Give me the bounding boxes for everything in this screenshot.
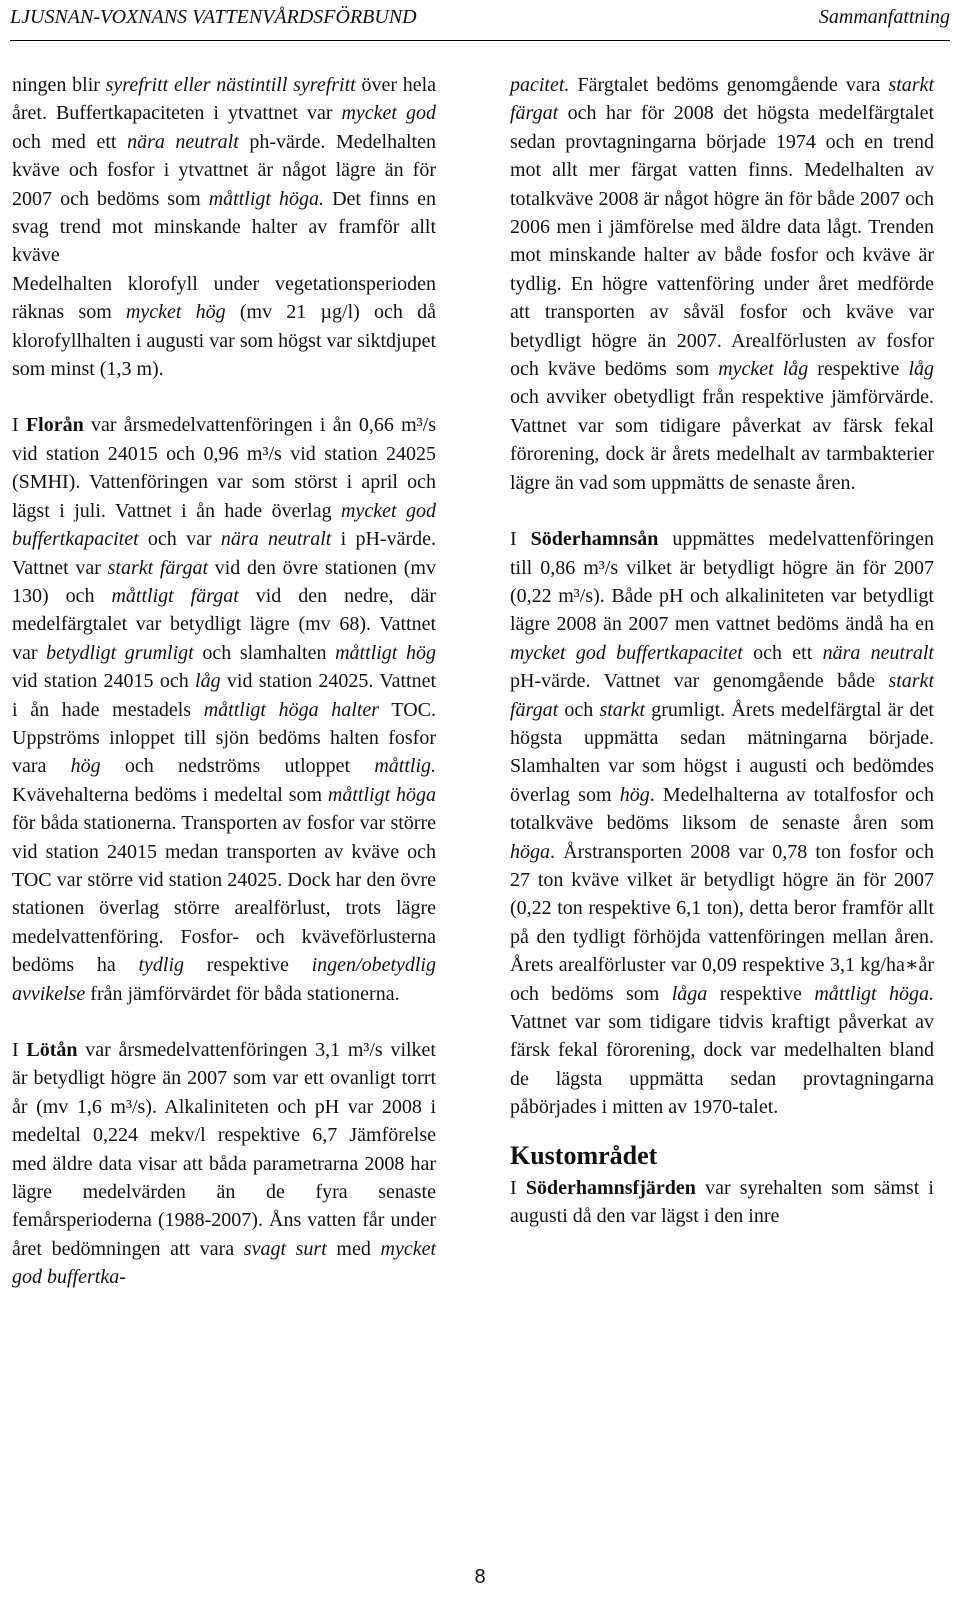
text-run: med: [326, 1237, 381, 1260]
text-run: för båda stationerna. Transporten av fosfor var större vid station 24015 medan transporten av kväve och TOC var större vid station 24025. Dock har den övre stationen överlag större arealförlust, trots lägre medelvattenföring. Fosfor- och kväveförlusterna bedöms ha: [12, 812, 436, 977]
left-column: [12, 71, 436, 1292]
italic-term: måttligt höga.: [208, 187, 325, 210]
text-run: respektive: [707, 982, 815, 1005]
italic-term: mycket god buffertkapacitet: [510, 641, 743, 664]
text-run: vid den nedre, där medelfärgtalet var betydligt lägre (mv 68). Vattnet var: [12, 584, 436, 664]
text-run: ningen blir: [12, 74, 106, 96]
paragraph-lotan: [12, 1036, 436, 1292]
text-run: grumligt. Årets medelfärgtal är det högsta uppmätta sedan mätningarna började. Slamhalten var som högst i augusti och bedömdes överlag som: [510, 698, 934, 806]
text-run: (mv 21 µg/l) och då klorofyllhalten i augusti var som högst var siktdjupet som minst (1,3 m).: [12, 301, 436, 381]
italic-term: mycket god buffertka-: [12, 1237, 437, 1289]
text-run: var syrehalten som sämst i augusti då den var lägst i den inre: [510, 1176, 934, 1228]
heading-kustomradet: Kustområdet: [510, 1140, 658, 1170]
paragraph-ytvattnet: [12, 71, 436, 270]
text-run: från jämförvärdet för båda stationerna.: [85, 982, 400, 1005]
italic-term: starkt: [599, 698, 646, 721]
paragraph-soderhamnsan: [510, 525, 934, 1122]
text-run: vid den övre stationen (mv 130) och: [12, 556, 436, 607]
paragraph-gap: [12, 1008, 436, 1036]
bold-term: Lötån: [26, 1039, 78, 1061]
paragraph-lotan-cont: [510, 71, 934, 497]
bold-term: Söderhamnsfjärden: [525, 1176, 696, 1199]
bold-term: Florån: [25, 414, 84, 437]
text-run: . Årstransporten 2008 var 0,78 ton fosfor och 27 ton kväve vilket är betydligt högre än för 2007 (0,22 ton respektive 6,1 ton), detta beror framför allt på den tydligt förhöjda vattenföringen mellan åren. Årets arealförluster var 0,09 respektive 3,1 kg/ha∗år och bedöms som: [510, 840, 934, 1005]
text-run: . Medelhalterna av totalfosfor och totalkväve bedöms liksom de senaste åren som: [510, 783, 934, 835]
page-number: 8: [474, 1566, 486, 1588]
italic-term: hög: [70, 755, 101, 778]
italic-term: måttligt hög: [335, 641, 436, 664]
text-run: var årsmedelvattenföringen i ån 0,66 m³/s vid station 24015 och 0,96 m³/s vid station 24025 (SMHI). Vattenföringen var som störst i april och lägst i juli. Vattnet i ån hade överlag: [12, 414, 436, 522]
paragraph-floran: [12, 411, 436, 1008]
text-run: och slamhalten: [193, 641, 336, 664]
text-run: Det finns en svag trend mot minskande halter av framför allt kväve: [12, 187, 436, 267]
italic-term: låga: [671, 982, 708, 1005]
text-run: över hela året. Buffertkapaciteten i ytvattnet var: [12, 74, 437, 125]
italic-term: nära neutralt: [220, 528, 332, 551]
text-run: vid station 24025. Vattnet i ån hade mestadels: [12, 670, 436, 721]
italic-term: tydlig: [138, 954, 185, 977]
text-run: respektive: [808, 358, 909, 381]
text-run: och nedströms utloppet: [100, 755, 375, 778]
header-organization: LJUSNAN-VOXNANS VATTENVÅRDSFÖRBUND: [10, 6, 417, 28]
italic-term: starkt färgat: [107, 556, 209, 579]
italic-term: låg: [908, 358, 934, 381]
italic-term: mycket hög: [125, 301, 226, 324]
italic-term: måttligt färgat: [111, 584, 239, 607]
italic-term: nära neutralt: [127, 130, 239, 153]
paragraph-gap: [12, 383, 436, 411]
text-run: och var: [138, 528, 221, 551]
italic-term: nära neutralt: [822, 641, 934, 664]
italic-term: måttligt höga: [327, 783, 436, 806]
text-run: vid station 24015 och: [12, 670, 196, 693]
text-run: och ett: [742, 641, 823, 664]
italic-term: starkt färgat: [510, 74, 934, 125]
paragraph-gap: [510, 497, 934, 525]
text-run: Vattnet var som tidigare tidvis kraftigt påverkat av färsk fekal förorening, dock var medelhalten bland de lägsta uppmätta sedan provtagningarna påbörjades i mitten av 1970-talet.: [510, 1011, 934, 1119]
text-run: I: [12, 1039, 27, 1061]
paragraph-soderhamnsfjarden: [510, 1174, 934, 1231]
italic-term: syrefritt eller nästintill syrefritt: [105, 74, 356, 96]
text-run: och har för 2008 det högsta medelfärgtalet sedan provtagningarna började 1974 och en trend mot allt mer färgat vatten finns. Medelhalten av totalkväve 2008 är något högre än för både 2007 och 2006 men i jämförelse med äldre data lågt. Trenden mot minskande halter av både fosfor och kväve är tydlig. En högre vattenföring under året medförde att transporten av såväl fosfor och kväve var betydligt högre än 2007. Arealförlusten av fosfor och kväve bedöms som: [510, 102, 934, 381]
paragraph-klorofyll: [12, 270, 436, 384]
italic-term: hög: [619, 783, 650, 806]
text-run: I: [510, 528, 531, 551]
text-run: Kvävehalterna bedöms i medeltal som: [12, 783, 328, 806]
italic-term: måttlig.: [374, 755, 436, 778]
italic-term: ingen/obetydlig avvikelse: [12, 954, 436, 1005]
right-column: [510, 71, 934, 1230]
text-run: och avviker obetydligt från respektive jämförvärde. Vattnet var som tidigare påverkat av färsk fekal förorening, dock är årets medelhalt av tarmbakterier lägre än vad som uppmätts de senaste åren.: [510, 386, 934, 494]
italic-term: svagt surt: [243, 1237, 327, 1260]
text-run: var årsmedelvattenföringen 3,1 m³/s vilket är betydligt högre än 2007 som var ett ovanligt torrt år (mv 1,6 m³/s). Alkaliniteten och pH var 2008 i medeltal 0,224 mekv/l respektive 6,7 Jämförelse med äldre data visar att båda parametrarna 2008 har lägre medelvärden än de fyra senaste femårsperioderna (1988-2007). Åns vatten får under året bedömningen att vara: [12, 1039, 436, 1260]
text-run: och: [558, 698, 600, 721]
bold-term: Söderhamnsån: [530, 528, 659, 551]
text-run: pH-värde. Vattnet var genomgående både: [510, 670, 889, 693]
italic-term: mycket god: [341, 102, 436, 125]
page-header: [10, 0, 950, 41]
text-run: respektive: [184, 954, 312, 977]
text-run: och med ett: [12, 130, 128, 153]
italic-term: mycket låg: [718, 358, 809, 381]
italic-term: höga: [510, 840, 550, 863]
text-run: ph-värde. Medelhalten kväve och fosfor i ytvattnet är något lägre än för 2007 och bedöms som: [12, 130, 436, 210]
header-section: Sammanfattning: [818, 6, 950, 28]
italic-term: måttligt höga.: [814, 982, 934, 1005]
italic-term: måttligt höga halter: [203, 698, 380, 721]
text-run: uppmättes medelvattenföringen till 0,86 m³/s vilket är betydligt högre än för 2007 (0,22 m³/s). Både pH och alkaliniteten var betydligt lägre 2008 än 2007 men vattnet bedöms ändå ha en: [510, 528, 934, 636]
text-run: I: [12, 414, 26, 437]
text-run: i pH-värde. Vattnet var: [12, 528, 436, 579]
text-run: Färgtalet bedöms genomgående vara: [569, 74, 889, 96]
italic-term: pacitet.: [510, 74, 570, 96]
text-run: TOC. Uppströms inloppet till sjön bedöms halten fosfor vara: [12, 698, 437, 778]
italic-term: mycket god buffertkapacitet: [12, 499, 436, 551]
italic-term: starkt färgat: [510, 670, 934, 721]
text-run: I: [510, 1176, 526, 1199]
italic-term: låg: [195, 670, 221, 693]
italic-term: betydligt grumligt: [46, 641, 194, 664]
text-run: Medelhalten klorofyll under vegetationsperioden räknas som: [12, 272, 436, 324]
